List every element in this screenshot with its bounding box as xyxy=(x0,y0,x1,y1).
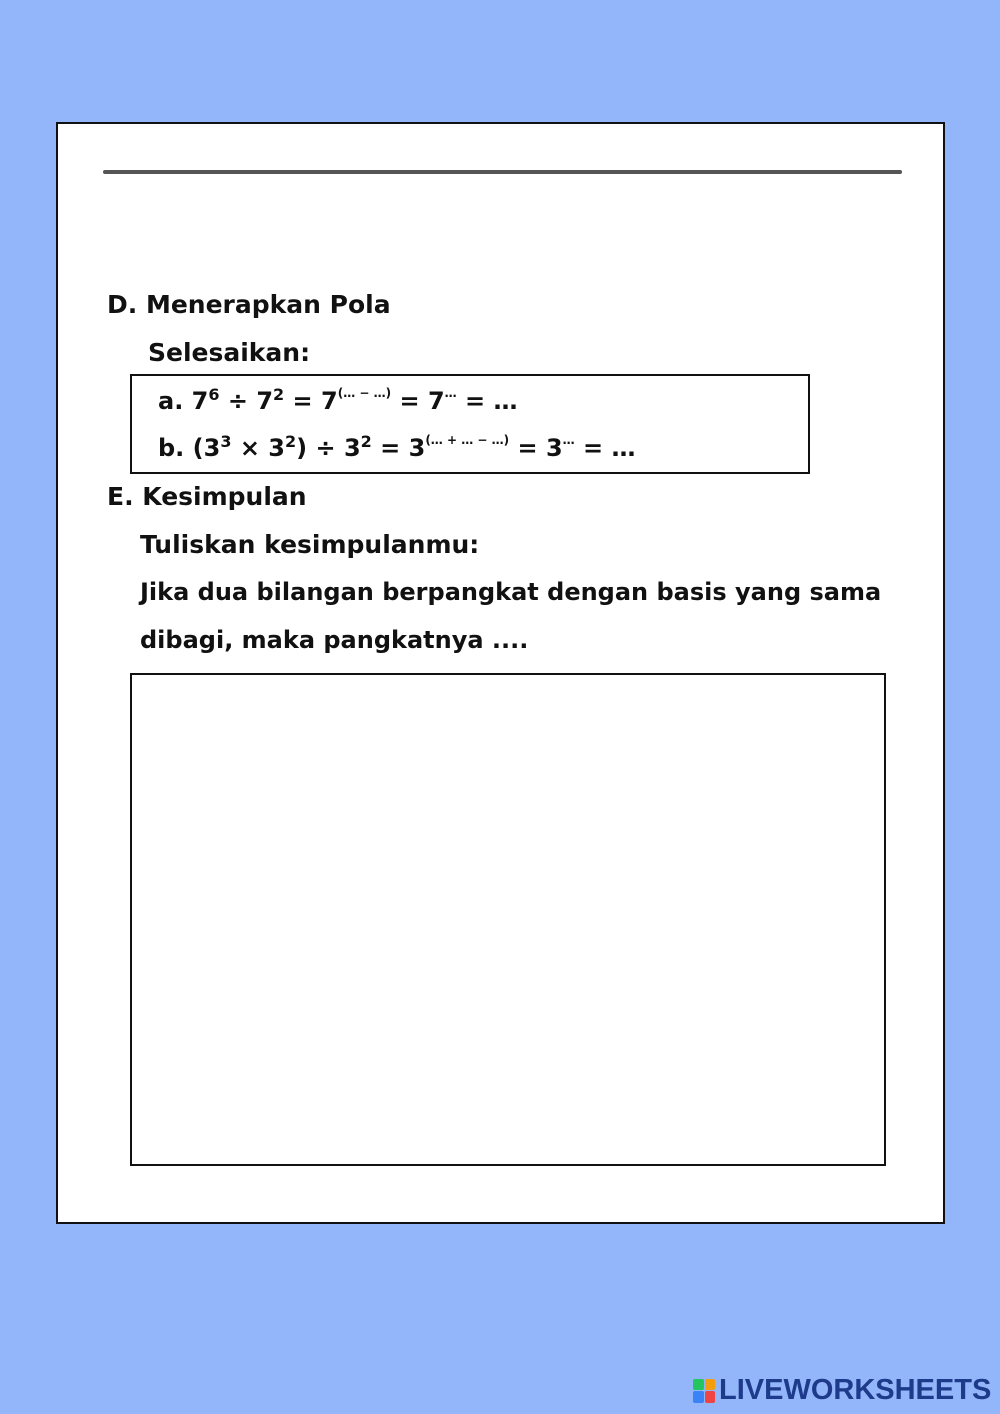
liveworksheets-logo-icon xyxy=(693,1379,715,1403)
equation-b: b. $(3^3 \times 3^2) \div 3^2 = 3^{(\dots + \dots - \dots)} = 3^\dots$ = … xyxy=(158,432,636,462)
conclusion-statement-line1: Jika dua bilangan berpangkat dengan basis yang sama xyxy=(140,578,882,606)
exponent-blank-b[interactable]: (… + … − …) xyxy=(425,433,510,447)
conclusion-answer-box[interactable] xyxy=(130,673,886,1166)
conclusion-statement-line2: dibagi, maka pangkatnya .... xyxy=(140,626,529,654)
section-d-heading: D. Menerapkan Pola xyxy=(107,290,391,319)
section-e-instruction: Tuliskan kesimpulanmu: xyxy=(140,530,480,559)
liveworksheets-brand xyxy=(693,1376,991,1405)
exponent-result-blank-a[interactable]: … xyxy=(444,386,457,400)
answer-blank-a[interactable]: = … xyxy=(465,387,518,415)
brand-name: LIVEWORKSHEETS xyxy=(719,1374,992,1406)
section-d-instruction: Selesaikan: xyxy=(148,338,311,367)
exponent-result-blank-b[interactable]: … xyxy=(562,433,575,447)
answer-blank-b[interactable]: = … xyxy=(583,434,636,462)
exponent-blank-a[interactable]: (… − …) xyxy=(337,386,392,400)
equation-a: a. $7^6 \div 7^2 = 7^{(\dots - \dots)} = 7^\dots$ = … xyxy=(158,385,518,415)
header-divider xyxy=(103,170,902,174)
section-e-heading: E. Kesimpulan xyxy=(107,482,307,511)
